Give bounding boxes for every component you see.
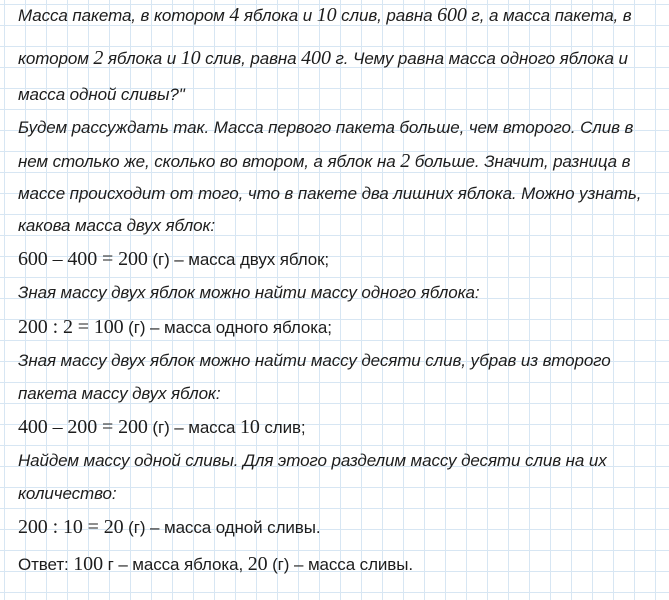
text-fragment: (г) – масса одного яблока; bbox=[123, 318, 332, 337]
text-fragment: г, а масса пакета, в bbox=[466, 6, 632, 25]
number: 10 bbox=[180, 47, 201, 69]
reasoning-line-1: Будем рассуждать так. Масса первого пакета больше, чем второго. Слив в bbox=[18, 118, 634, 137]
number: 600 bbox=[437, 4, 467, 26]
reasoning-line-4: какова масса двух яблок: bbox=[18, 216, 216, 235]
note-2-line-1: Зная массу двух яблок можно найти массу десяти слив, убрав из второго bbox=[18, 351, 611, 370]
number: 20 bbox=[247, 553, 268, 575]
calculation-1 bbox=[18, 248, 663, 271]
number: 2 bbox=[400, 150, 411, 172]
calculation-3 bbox=[18, 416, 663, 439]
text-fragment: яблока и bbox=[103, 49, 181, 68]
number: 10 bbox=[316, 4, 337, 26]
text-fragment: (г) – масса одной сливы. bbox=[123, 518, 321, 537]
reasoning-line-2 bbox=[18, 150, 663, 173]
number: 100 bbox=[73, 553, 103, 575]
text-fragment: яблока и bbox=[239, 6, 317, 25]
text-fragment: слив, равна bbox=[336, 6, 438, 25]
text-fragment: (г) – масса bbox=[147, 418, 240, 437]
expression: 400 – 200 = 200 bbox=[18, 416, 148, 438]
number: 10 bbox=[239, 416, 260, 438]
number: 4 bbox=[229, 4, 240, 26]
note-3-line-2: количество: bbox=[18, 484, 117, 503]
text-fragment: нем столько же, сколько во втором, а яблок на bbox=[18, 152, 401, 171]
text-fragment: (г) – масса двух яблок; bbox=[147, 250, 330, 269]
note-1: Зная массу двух яблок можно найти массу одного яблока: bbox=[18, 283, 480, 302]
calculation-2 bbox=[18, 316, 663, 339]
expression: 600 – 400 = 200 bbox=[18, 248, 148, 270]
text-fragment: г – масса яблока, bbox=[102, 555, 248, 574]
text-fragment: г. Чему равна масса одного яблока и bbox=[330, 49, 628, 68]
number: 400 bbox=[301, 47, 331, 69]
note-3-line-1: Найдем массу одной сливы. Для этого разделим массу десяти слив на их bbox=[18, 451, 607, 470]
text-fragment: больше. Значит, разница в bbox=[410, 152, 631, 171]
text-fragment: слив, равна bbox=[200, 49, 302, 68]
text-fragment: Ответ: bbox=[18, 555, 74, 574]
problem-line-3: масса одной сливы?" bbox=[18, 85, 185, 104]
calculation-4 bbox=[18, 516, 663, 539]
answer-line bbox=[18, 553, 663, 576]
text-fragment: (г) – масса сливы. bbox=[267, 555, 413, 574]
text-fragment: Масса пакета, в котором bbox=[18, 6, 230, 25]
problem-line-1 bbox=[18, 4, 663, 27]
reasoning-line-3: массе происходит от того, что в пакете два лишних яблока. Можно узнать, bbox=[18, 184, 642, 203]
problem-line-2 bbox=[18, 47, 663, 70]
number: 2 bbox=[93, 47, 104, 69]
text-fragment: котором bbox=[18, 49, 94, 68]
expression: 200 : 2 = 100 bbox=[18, 316, 124, 338]
note-2-line-2: пакета массу двух яблок: bbox=[18, 384, 221, 403]
expression: 200 : 10 = 20 bbox=[18, 516, 124, 538]
text-fragment: слив; bbox=[259, 418, 306, 437]
